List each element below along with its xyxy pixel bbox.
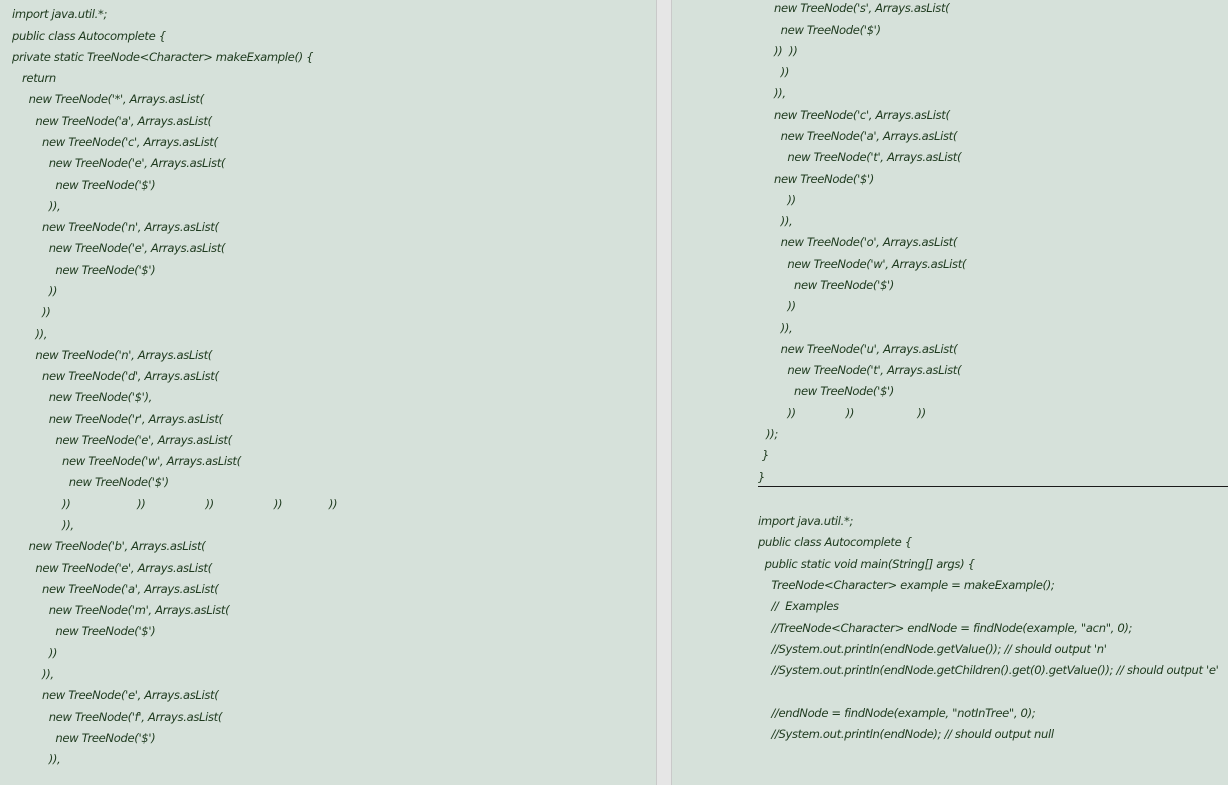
code-line: new TreeNode('$') — [774, 23, 881, 37]
code-line: )) — [12, 646, 58, 660]
code-line: import java.util.*; — [12, 7, 108, 21]
code-line: } — [762, 448, 770, 462]
code-line: new TreeNode('d', Arrays.asList( — [12, 369, 219, 383]
code-line: new TreeNode('*', Arrays.asList( — [12, 92, 204, 106]
code-line: public class Autocomplete { — [758, 535, 912, 549]
code-line: private static TreeNode<Character> makeExample() { — [12, 50, 314, 64]
code-line: )), — [12, 327, 48, 341]
code-line: //System.out.println(endNode.getValue()); // should output 'n' — [758, 642, 1107, 656]
code-line: TreeNode<Character> example = makeExample(); — [758, 578, 1055, 592]
code-line: //System.out.println(endNode.getChildren().get(0).getValue()); // should output 'e' — [758, 663, 1219, 677]
code-line: new TreeNode('$') — [12, 178, 156, 192]
code-line: new TreeNode('e', Arrays.asList( — [12, 156, 226, 170]
code-line: new TreeNode('f', Arrays.asList( — [12, 710, 223, 724]
code-line: new TreeNode('a', Arrays.asList( — [12, 114, 212, 128]
code-line: new TreeNode('$'), — [12, 390, 152, 404]
code-line: )); — [766, 427, 778, 441]
code-line: new TreeNode('c', Arrays.asList( — [12, 135, 218, 149]
code-line: )), — [12, 667, 54, 681]
code-line: new TreeNode('e', Arrays.asList( — [12, 688, 219, 702]
code-line: )) — [774, 193, 796, 207]
code-line: new TreeNode('b', Arrays.asList( — [12, 539, 206, 553]
code-line: new TreeNode('$') — [12, 263, 156, 277]
code-line: new TreeNode('a', Arrays.asList( — [774, 129, 958, 143]
code-line: return — [12, 71, 56, 85]
code-line: // Examples — [758, 599, 839, 613]
code-line: public class Autocomplete { — [12, 29, 166, 43]
code-line: new TreeNode('r', Arrays.asList( — [12, 412, 223, 426]
code-line: public static void main(String[] args) { — [758, 557, 975, 571]
code-line: new TreeNode('t', Arrays.asList( — [774, 150, 962, 164]
code-line: new TreeNode('$') — [774, 172, 874, 186]
code-line: new TreeNode('a', Arrays.asList( — [12, 582, 219, 596]
code-line: new TreeNode('s', Arrays.asList( — [774, 1, 950, 15]
code-line: )) — [774, 65, 790, 79]
code-line: new TreeNode('n', Arrays.asList( — [12, 348, 212, 362]
code-line: )) — [774, 299, 796, 313]
code-line: } — [758, 470, 766, 484]
code-line: new TreeNode('$') — [12, 624, 156, 638]
code-line: //System.out.println(endNode); // should output null — [758, 727, 1054, 741]
code-line: new TreeNode('o', Arrays.asList( — [774, 235, 958, 249]
code-line: import java.util.*; — [758, 514, 854, 528]
code-line: new TreeNode('t', Arrays.asList( — [774, 363, 962, 377]
code-line: new TreeNode('e', Arrays.asList( — [12, 433, 232, 447]
code-line: )), — [774, 86, 786, 100]
code-line: )), — [12, 199, 61, 213]
code-line: new TreeNode('m', Arrays.asList( — [12, 603, 230, 617]
code-line: new TreeNode('c', Arrays.asList( — [774, 108, 950, 122]
code-line: new TreeNode('$') — [12, 731, 156, 745]
code-line: )), — [12, 518, 74, 532]
code-line: )), — [774, 321, 793, 335]
code-line: new TreeNode('n', Arrays.asList( — [12, 220, 219, 234]
right-code-pane — [672, 0, 1228, 785]
code-line: )) )) — [774, 44, 798, 58]
code-line: )), — [774, 214, 793, 228]
code-line: new TreeNode('w', Arrays.asList( — [12, 454, 241, 468]
code-line: new TreeNode('$') — [12, 475, 169, 489]
code-line: new TreeNode('e', Arrays.asList( — [12, 561, 212, 575]
section-separator — [758, 486, 1228, 487]
code-line: new TreeNode('e', Arrays.asList( — [12, 241, 226, 255]
code-line: )), — [12, 752, 61, 766]
code-line: )) — [12, 305, 51, 319]
code-line: new TreeNode('$') — [774, 278, 894, 292]
code-line: new TreeNode('w', Arrays.asList( — [774, 257, 967, 271]
code-line: )) )) )) )) )) — [12, 497, 338, 511]
code-line: //endNode = findNode(example, "notInTree", 0); — [758, 706, 1036, 720]
code-line: new TreeNode('$') — [774, 384, 894, 398]
code-line: )) )) )) — [774, 406, 926, 420]
pane-divider — [656, 0, 672, 785]
code-line: )) — [12, 284, 58, 298]
code-line: //TreeNode<Character> endNode = findNode(example, "acn", 0); — [758, 621, 1133, 635]
code-line: new TreeNode('u', Arrays.asList( — [774, 342, 958, 356]
